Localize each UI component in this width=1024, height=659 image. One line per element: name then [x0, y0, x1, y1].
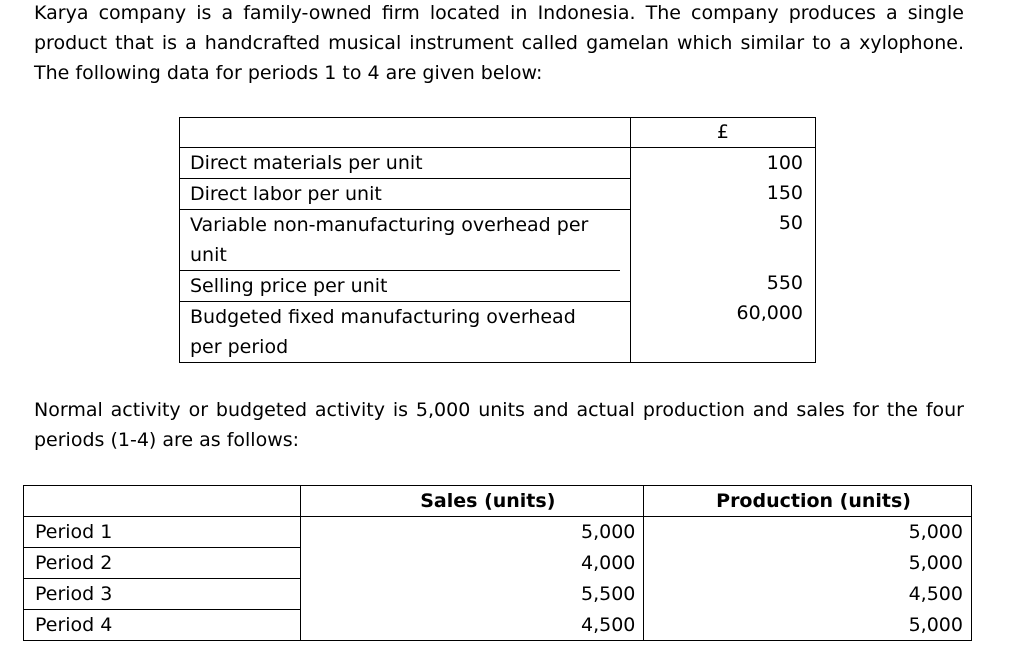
- cost-table-body: [180, 148, 816, 363]
- production-value: 4,500: [644, 579, 972, 610]
- table-row: [24, 610, 972, 641]
- cost-value-direct-labor: 150: [766, 182, 803, 204]
- production-value: 5,000: [644, 548, 972, 579]
- cost-label-selling-price: Selling price per unit: [180, 271, 630, 302]
- table-row: [24, 548, 972, 579]
- period-label: Period 4: [24, 610, 301, 641]
- sales-value: 5,500: [301, 579, 644, 610]
- production-value: 5,000: [644, 517, 972, 548]
- period-label: Period 3: [24, 579, 301, 610]
- period-table: [23, 485, 972, 641]
- activity-paragraph: Normal activity or budgeted activity is 5,000 units and actual production and sales for the four periods (1-4) are as follows:: [34, 399, 964, 451]
- sales-value: 4,500: [301, 610, 644, 641]
- cost-header-blank: [180, 118, 631, 148]
- currency-header: £: [630, 118, 815, 148]
- cost-label-variable-overhead: Variable non-manufacturing overhead per unit: [180, 210, 620, 271]
- period-label: Period 1: [24, 517, 301, 548]
- table-row: [24, 517, 972, 548]
- cost-label-fixed-overhead: Budgeted fixed manufacturing overhead per period: [190, 306, 576, 358]
- cost-table-header: [180, 118, 816, 148]
- sales-header: Sales (units): [301, 486, 644, 517]
- cost-value-fixed-overhead: 60,000: [736, 302, 803, 324]
- production-header: Production (units): [644, 486, 972, 517]
- intro-paragraph: Karya company is a family-owned firm located in Indonesia. The company produces a single product that is a handcrafted musical instrument called gamelan which similar to a xylophone. The following data for periods 1 to 4 are given below:: [34, 2, 964, 84]
- cost-table: [179, 117, 816, 363]
- production-value: 5,000: [644, 610, 972, 641]
- cost-label-direct-labor: Direct labor per unit: [180, 179, 630, 210]
- cost-value-variable-overhead: 50: [778, 212, 803, 234]
- cost-value-direct-materials: 100: [766, 152, 803, 174]
- sales-value: 5,000: [301, 517, 644, 548]
- period-header-blank: [24, 486, 301, 517]
- period-table-header: [24, 486, 972, 517]
- table-row: [24, 579, 972, 610]
- sales-value: 4,000: [301, 548, 644, 579]
- period-label: Period 2: [24, 548, 301, 579]
- cost-value-selling-price: 550: [766, 272, 803, 294]
- cost-label-direct-materials: Direct materials per unit: [180, 148, 630, 179]
